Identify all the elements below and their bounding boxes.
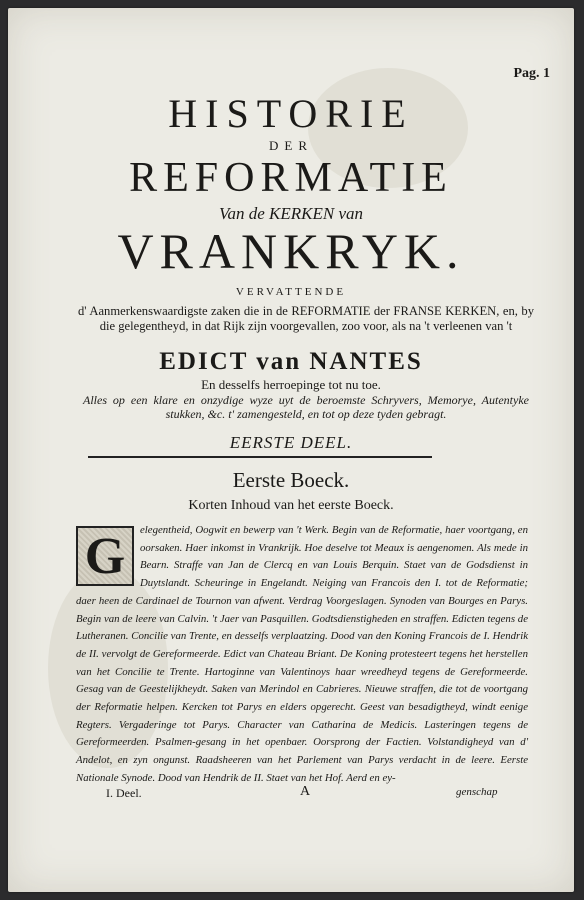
summary-paragraph <box>76 522 528 788</box>
boeck-heading: Eerste Boeck. <box>232 468 350 492</box>
title-vrankryk: VRANKRYK. <box>117 223 465 279</box>
footer-catchword: genschap <box>456 786 498 798</box>
title-reformatie: REFORMATIE <box>129 155 453 201</box>
title-description: d' Aanmerkenswaardigste zaken die in de REFORMATIE der FRANSE KERKEN, en, by die gelegentheyd, in dat Rijk zijn voorgevallen, zoo voor, als na 't verleenen van 't <box>78 304 534 333</box>
title-herroeping: En desselfs herroepinge tot nu toe. <box>201 377 381 392</box>
korten-subheading: Korten Inhoud van het eerste Boeck. <box>188 498 394 513</box>
page-number: Pag. 1 <box>513 66 550 81</box>
title-historie: HISTORIE <box>168 91 414 136</box>
title-vervattende: VERVATTENDE <box>235 286 347 298</box>
footer-signature: A <box>300 784 311 799</box>
footer-deel: I. Deel. <box>106 786 142 800</box>
title-der: DER <box>269 138 313 153</box>
summary-text: elegentheid, Oogwit en bewerp van 't Werk. Begin van de Reformatie, haer voortgang, en oorsaken. Haer inkomst in Vrankrijk. Hoe deselve tot Meaux is aengenomen. Als mede in Bearn. Straffe van Jan de Clercq en van Louis Berquin. Staet van de Godsdienst in Duytslandt. Scheuringe in Engelandt. Neiging van Francois den I. tot de Reformatie; daer heen de Cardinael de Tournon van afwent. Verdrag Voorgeslagen. Synoden van Bourges en Parys. Begin van de leere van Calvin. 't Jaer van Pasquillen. Godtsdienstigheden en straffen. Edicten tegens de Lutheranen. Concilie van Trente, en desselfs verplaatzing. Dood van den Koning Francois de I. Hendrik de II. vervolgt de Gereformeerde. Edict van Chateau Briant. De Koning protesteert tegens het herstellen van het Concilie te Trente. Hartoginne van Valentinoys haar wreedheyd tegens de Gereformeerde. Gesag van de Geestelijkheydt. Saken van Merindol en Cabrieres. Nieuwe straffen, die tot de voortgang der Reformatie helpen. Kercken tot Parys en elders opgerecht. Geest van besadigtheyd, windt eenige Regters. Vergaderinge tot Parys. Character van Catharina de Medicis. Lasteringen tegens de Gereformeerden. Psalmen-gesang in het openbaer. Oorsprong der Factien. Volstandigheyd van d' Andelot, en zyn ongunst. Raadsheeren van het Parlement van Parys verdacht in de leere. Eerste Nationale Synode. Dood van Hendrik de II. Staet van het Hof. Aerd en ey- <box>76 524 528 784</box>
drop-cap-letter: G <box>84 528 126 585</box>
decorated-initial-icon <box>76 526 134 586</box>
document-page <box>8 8 574 892</box>
title-kerken: Van de KERKEN van <box>218 204 363 223</box>
eerste-deel-heading: EERSTE DEEL. <box>229 433 353 452</box>
title-edict: EDICT van NANTES <box>159 348 423 375</box>
horizontal-rule <box>88 456 432 458</box>
title-alles: Alles op een klare en onzydige wyze uyt de beroemste Schryvers, Memorye, Autentyke stukken, &c. t' zamengesteld, en tot op deze tyden gebragt. <box>83 393 529 421</box>
